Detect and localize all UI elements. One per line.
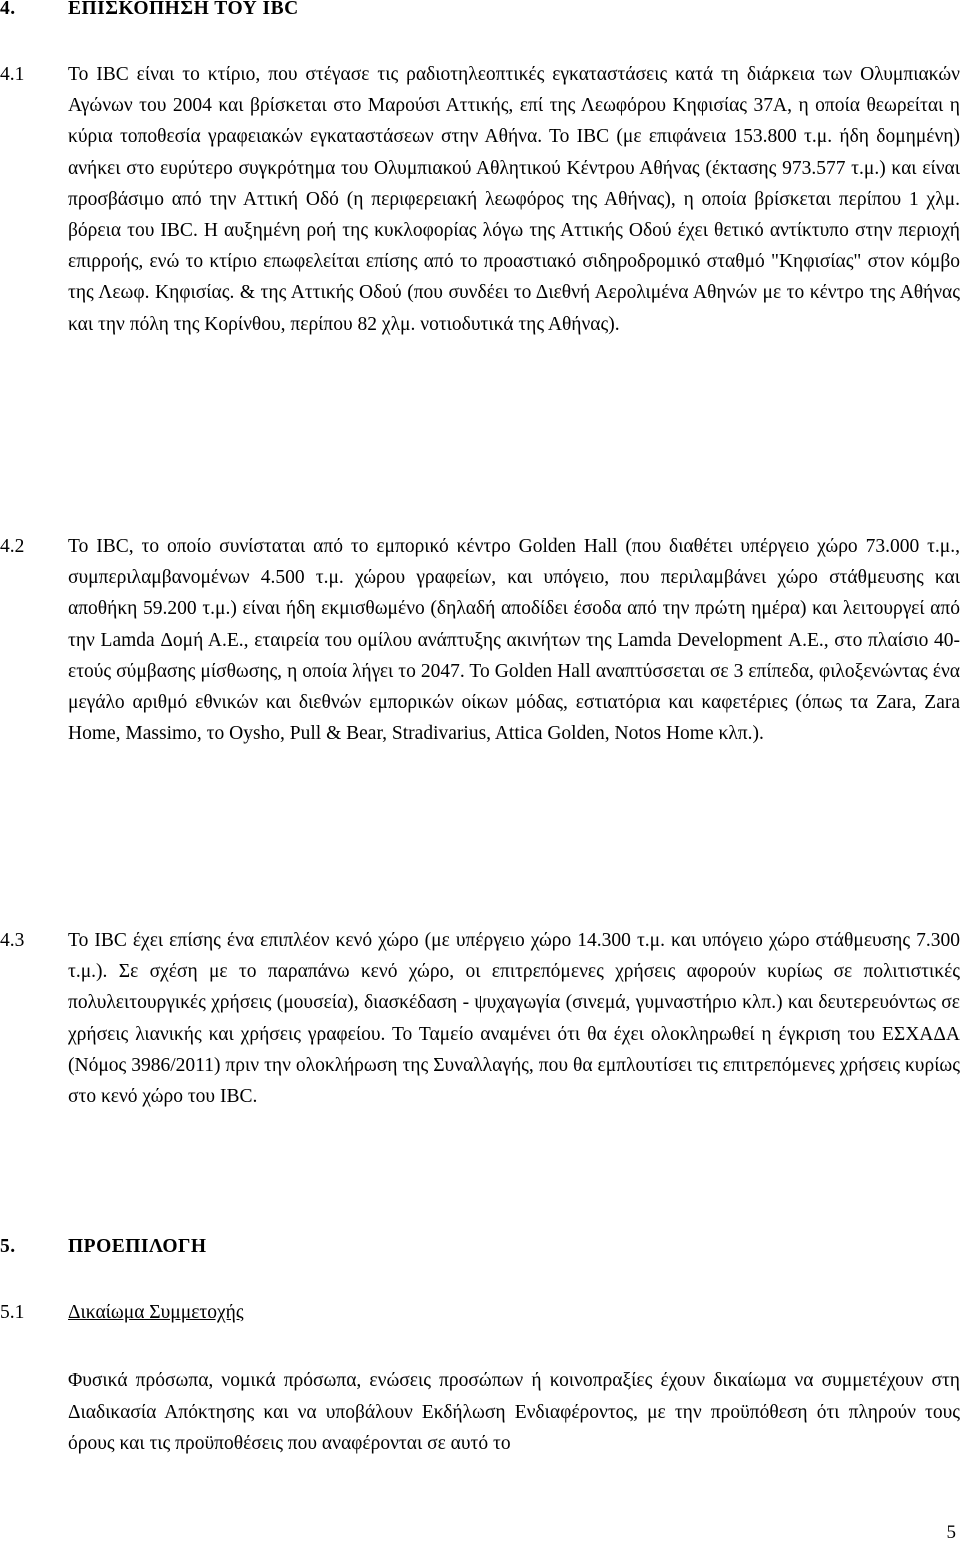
subsection-text: Φυσικά πρόσωπα, νομικά πρόσωπα, ενώσεις προσώπων ή κοινοπραξίες έχουν δικαίωμα να συμμετέχουν στη Διαδικασία Απόκτησης και να υποβάλουν Εκδήλωση Ενδιαφέροντος, με την προϋπόθεση ότι πληρούν τους όρους και τις προϋποθέσεις που αναφέρονται σε αυτό το (68, 1370, 960, 1455)
paragraph-number: 4.1 (0, 64, 25, 85)
section-number: 5. (0, 1236, 16, 1257)
paragraph-text: Το IBC, το οποίο συνίσταται από το εμπορικό κέντρο Golden Hall (που διαθέτει υπέργειο χώρο 73.000 τ.μ., συμπεριλαμβανομένων 4.500 τ.μ. χώρου γραφείων, και υπόγειο, που περιλαμβάνει χώρο στάθμευσης και αποθήκη 59.200 τ.μ.) είναι ήδη εκμισθωμένο (δηλαδή αποδίδει έσοδα από την πρώτη ημέρα) και λειτουργεί από την Lamda Δομή Α.Ε., εταιρεία του ομίλου ανάπτυξης ακινήτων της Lamda Development Α.Ε., στο πλαίσιο 40-ετούς σύμβασης μίσθωσης, η οποία λήγει το 2047. Το Golden Hall αναπτύσσεται σε 3 επίπεδα, φιλοξενώντας ένα μεγάλο αριθμό εθνικών και διεθνών εμπορικών οίκων μόδας, εστιατόρια και καφετέριες (όπως τα Zara, Zara Home, Massimo, το Oysho, Pull & Bear, Stradivarius, Attica Golden, Notos Home κλπ.). (68, 536, 960, 745)
section-heading-5 (0, 1236, 207, 1258)
paragraph-number: 4.3 (0, 930, 25, 951)
paragraph-4-1 (0, 59, 960, 340)
section-title: ΕΠΙΣΚΟΠΗΣΗ ΤΟΥ IBC (68, 0, 299, 19)
subsection-title: Δικαίωμα Συμμετοχής (68, 1302, 244, 1323)
paragraph-4-2 (0, 531, 960, 749)
subsection-heading-5-1 (0, 1302, 244, 1324)
section-title: ΠΡΟΕΠΙΛΟΓΗ (68, 1236, 207, 1257)
paragraph-text: Το IBC είναι το κτίριο, που στέγασε τις ραδιοτηλεοπτικές εγκαταστάσεις κατά τη διάρκεια των Ολυμπιακών Αγώνων του 2004 και βρίσκεται στο Μαρούσι Αττικής, επί της Λεωφόρου Κηφισίας 37Α, η οποία θεωρείται η κύρια τοποθεσία γραφειακών εγκαταστάσεων στην Αθήνα. Το IBC (με επιφάνεια 153.800 τ.μ. ήδη δομημένη) ανήκει στο ευρύτερο συγκρότημα του Ολυμπιακού Αθλητικού Κέντρου Αθήνας (έκτασης 973.577 τ.μ.) και είναι προσβάσιμο από την Αττική Οδό (η περιφερειακή λεωφόρος της Αθήνας), η οποία βρίσκεται περίπου 1 χλμ. βόρεια του IBC. Η αυξημένη ροή της κυκλοφορίας λόγω της Αττικής Οδού έχει θετικό αντίκτυπο στην περιοχή επιρροής, ενώ το κτίριο επωφελείται επίσης από το προαστιακό σιδηροδρομικό σταθμό "Κηφισίας" στον κόμβο της Λεωφ. Κηφισίας. & της Αττικής Οδού (που συνδέει το Διεθνή Αερολιμένα Αθηνών με το κέντρο της Αθήνας και την πόλη της Κορίνθου, περίπου 82 χλμ. νοτιοδυτικά της Αθήνας). (68, 64, 960, 335)
paragraph-text: Το IBC έχει επίσης ένα επιπλέον κενό χώρο (με υπέργειο χώρο 14.300 τ.μ. και υπόγειο χώρο στάθμευσης 7.300 τ.μ.). Σε σχέση με το παραπάνω κενό χώρο, οι επιτρεπόμενες χρήσεις αφορούν κυρίως σε πολιτιστικές πολυλειτουργικές χρήσεις (μουσεία), διασκέδαση - ψυχαγωγία (σινεμά, γυμναστήριο κλπ.) και δευτερευόντως σε χρήσεις λιανικής και χρήσεις γραφείου. Το Ταμείο αναμένει ότι θα έχει ολοκληρωθεί η έγκριση του ΕΣΧΑΔΑ (Νόμος 3986/2011) πριν την ολοκλήρωση της Συναλλαγής, που θα εμπλουτίσει τις επιτρεπόμενες χρήσεις κυρίως στο κενό χώρο του IBC. (68, 930, 960, 1108)
paragraph-number: 4.2 (0, 536, 25, 557)
page-number: 5 (946, 1522, 956, 1543)
section-number: 4. (0, 0, 16, 19)
subsection-number: 5.1 (0, 1302, 25, 1323)
paragraph-4-3 (0, 925, 960, 1112)
section-heading-4 (0, 0, 299, 20)
